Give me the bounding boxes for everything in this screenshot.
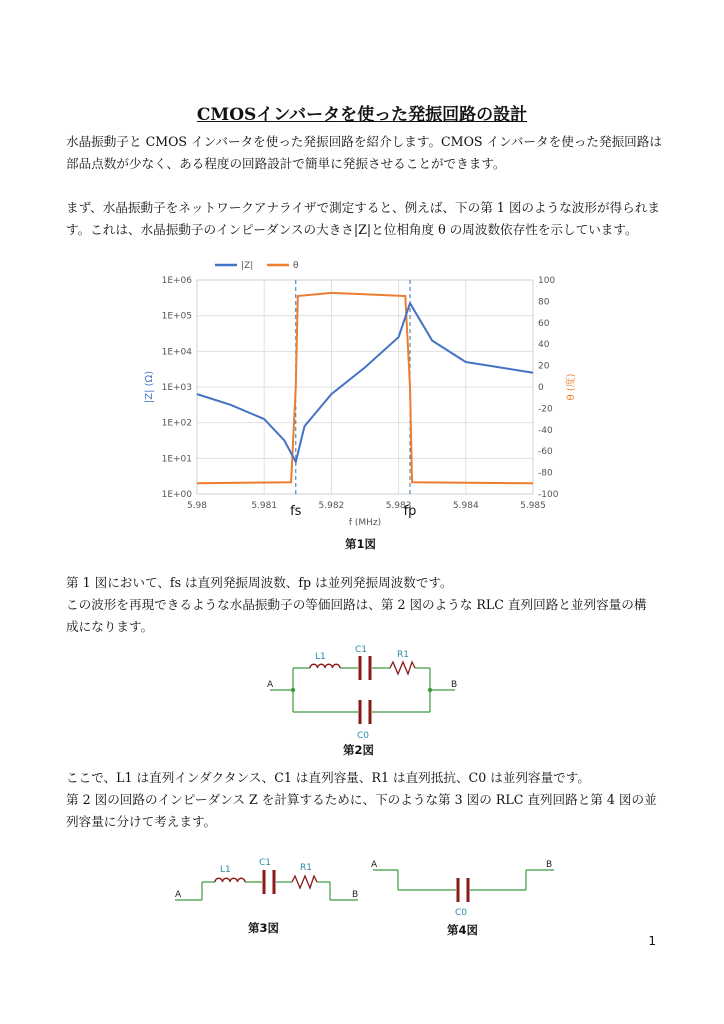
terminal-b-label: B — [451, 680, 458, 690]
y-left-tick-label: 1E+02 — [161, 418, 192, 429]
figure-2-caption: 第2図 — [343, 743, 375, 757]
z-series-line — [197, 303, 533, 462]
y-right-tick-label: -20 — [538, 404, 553, 415]
rlc-series-circuit-diagram — [170, 850, 370, 910]
text-line: 成になります。 — [66, 619, 154, 634]
figure-4-caption: 第4図 — [447, 923, 479, 937]
figure-1-caption: 第1図 — [345, 537, 377, 551]
text-line: まず、水晶振動子をネットワークアナライザで測定すると、例えば、下の第 1 図のような波形が得られま — [66, 200, 660, 215]
y-right-tick-label: 100 — [538, 276, 556, 286]
capacitor-c1-symbol — [264, 870, 274, 894]
intro-paragraph — [66, 131, 666, 175]
label-c1: C1 — [355, 645, 368, 655]
impedance-phase-chart — [140, 255, 580, 535]
resistor-r1-symbol — [292, 876, 317, 888]
x-tick-labels — [187, 501, 546, 511]
y-left-axis-label: |Z| (Ω) — [144, 370, 155, 404]
y-left-tick-label: 1E+06 — [161, 276, 192, 286]
y-left-tick-label: 1E+03 — [161, 383, 192, 393]
inductor-l1-symbol — [215, 878, 245, 882]
junction-dot — [428, 688, 432, 692]
text-line: 第 2 図の回路のインピーダンス Z を計算するために、下のような第 3 図の RLC 直列回路と第 4 図の並 — [66, 792, 657, 807]
label-c0: C0 — [357, 731, 370, 741]
inductor-l1-symbol — [310, 664, 340, 668]
legend-label-z: |Z| — [241, 261, 254, 271]
page-number: 1 — [648, 934, 656, 948]
y-right-tick-label: -60 — [538, 447, 553, 458]
label-c0: C0 — [455, 908, 468, 918]
theta-series-line — [197, 293, 533, 483]
text-line: この波形を再現できるような水晶振動子の等価回路は、第 2 図のような RLC 直列回路と並列容量の構 — [66, 597, 647, 612]
marker-label-fs: fs — [290, 504, 302, 519]
label-l1: L1 — [315, 652, 326, 662]
figure-3-caption: 第3図 — [248, 921, 280, 935]
terminal-b-label: B — [546, 860, 553, 870]
y-right-tick-label: 80 — [538, 297, 550, 308]
label-r1: R1 — [397, 650, 409, 660]
terminal-a-label: A — [175, 890, 182, 900]
terminal-a-label: A — [371, 860, 378, 870]
equivalent-circuit-paragraph — [66, 572, 666, 638]
y-left-tick-label: 1E+05 — [161, 311, 192, 322]
y-right-tick-label: 0 — [538, 383, 544, 393]
text-line: す。これは、水晶振動子のインピーダンスの大きさ|Z|と位相角度 θ の周波数依存性を示しています。 — [66, 222, 638, 237]
text-line: 水晶振動子と CMOS インバータを使った発振回路を紹介します。CMOS インバータを使った発振回路は — [66, 134, 662, 149]
terminal-a-label: A — [267, 680, 274, 690]
terminal-b-label: B — [352, 890, 359, 900]
component-description-paragraph — [66, 767, 666, 833]
label-c1: C1 — [259, 858, 272, 868]
y-right-axis-label: θ (度) — [566, 373, 577, 401]
y-right-tick-labels — [538, 276, 559, 500]
x-tick-label: 5.981 — [251, 501, 278, 511]
text-line: 部品点数が少なく、ある程度の回路設計で簡単に発振させることができます。 — [66, 156, 506, 171]
marker-label-fp: fp — [403, 504, 417, 519]
y-right-tick-label: 60 — [538, 318, 550, 329]
y-right-tick-label: -100 — [538, 490, 559, 500]
y-left-tick-label: 1E+00 — [161, 490, 192, 500]
junction-dot — [291, 688, 295, 692]
y-left-tick-labels — [162, 276, 193, 500]
y-right-tick-label: 20 — [538, 361, 550, 372]
text-line: 第 1 図において、fs は直列発振周波数、fp は並列発振周波数です。 — [66, 575, 453, 590]
x-tick-label: 5.983 — [385, 501, 412, 511]
chart-legend — [215, 261, 299, 271]
chart-grid — [197, 280, 533, 494]
y-left-tick-label: 1E+04 — [161, 347, 192, 358]
legend-label-theta: θ — [293, 261, 299, 271]
equivalent-circuit-diagram — [255, 640, 475, 745]
parallel-capacitor-diagram — [368, 855, 563, 920]
text-line: 列容量に分けて考えます。 — [66, 814, 217, 829]
x-tick-label: 5.982 — [318, 501, 345, 511]
capacitor-c0-symbol — [360, 700, 370, 724]
y-right-tick-label: 40 — [538, 340, 550, 351]
y-right-tick-label: -40 — [538, 425, 553, 436]
y-right-tick-label: -80 — [538, 468, 553, 479]
text-line: ここで、L1 は直列インダクタンス、C1 は直列容量、R1 は直列抵抗、C0 は並列容量です。 — [66, 770, 590, 785]
page-title: CMOSインバータを使った発振回路の設計 — [196, 105, 528, 125]
measurement-paragraph — [66, 197, 666, 241]
capacitor-c0-symbol — [458, 878, 468, 902]
label-l1: L1 — [220, 865, 231, 875]
y-left-tick-label: 1E+01 — [161, 454, 192, 465]
resistor-r1-symbol — [390, 662, 415, 674]
label-r1: R1 — [300, 863, 312, 873]
x-tick-label: 5.984 — [452, 501, 479, 511]
capacitor-c1-symbol — [360, 656, 370, 680]
x-tick-label: 5.985 — [520, 501, 546, 511]
x-axis-label: f (MHz) — [348, 518, 382, 528]
x-tick-label: 5.98 — [186, 501, 208, 511]
